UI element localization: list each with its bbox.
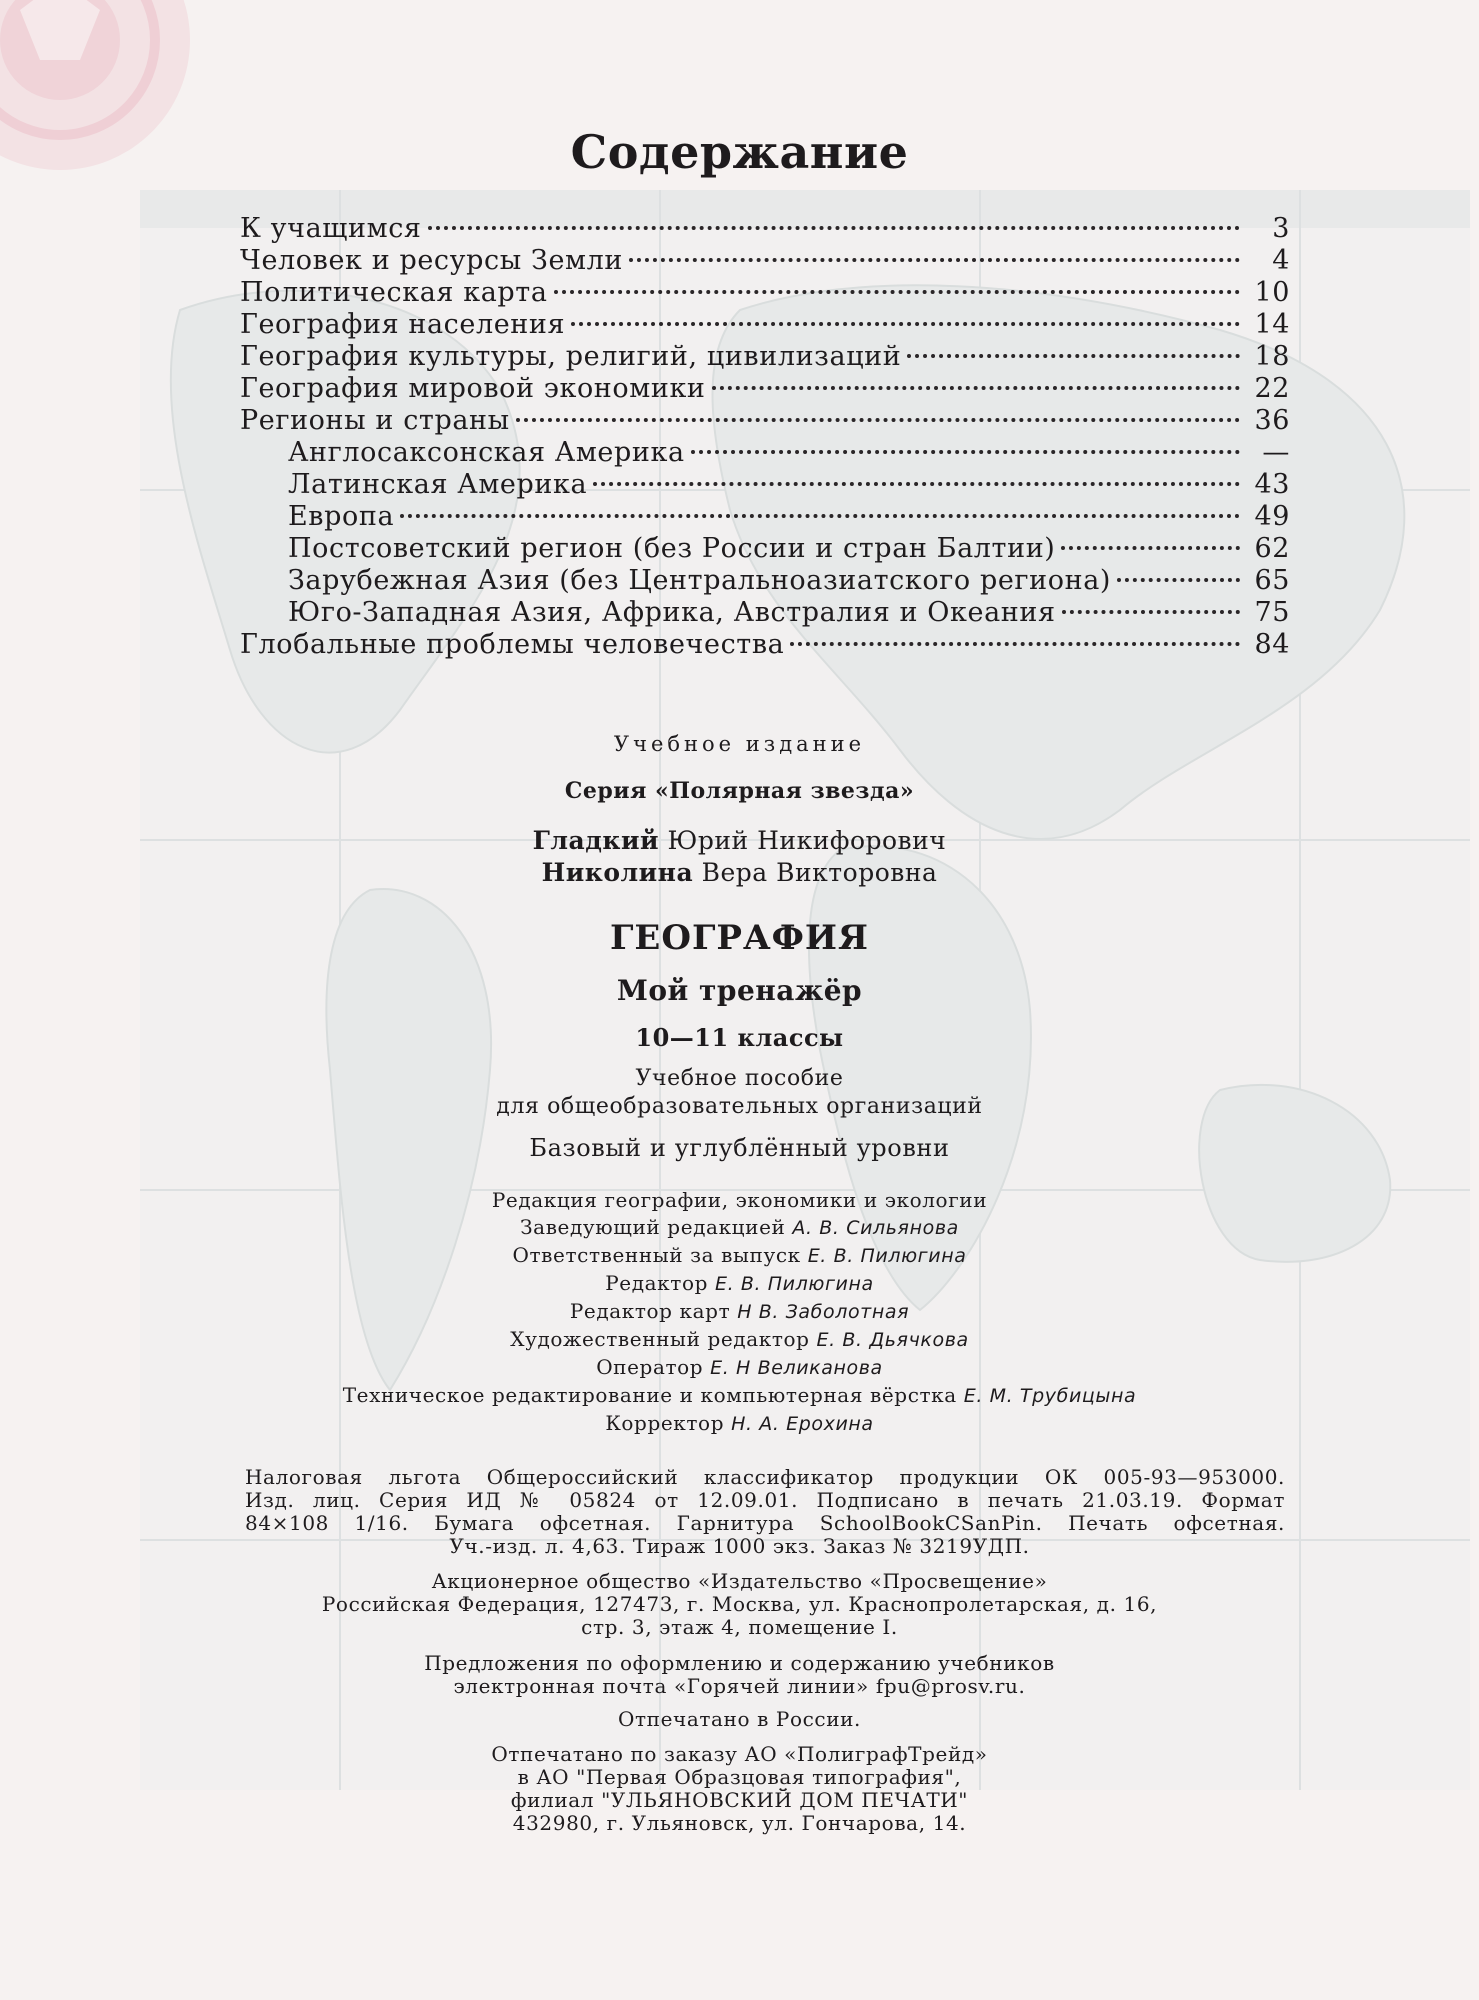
toc-entry[interactable]: [240, 629, 1290, 661]
toc-entry-page: —: [1262, 437, 1290, 468]
credit-role: Техническое редактирование и компьютерная вёрстка: [342, 1383, 957, 1407]
toc-entry-label: Глобальные проблемы человечества: [240, 629, 785, 660]
publisher-address: стр. 3, этаж 4, помещение I.: [581, 1615, 898, 1639]
toc-subentry[interactable]: [240, 469, 1290, 501]
publisher-address: Российская Федерация, 127473, г. Москва, ул. Краснопролетарская, д. 16,: [321, 1592, 1158, 1616]
table-of-contents: [240, 213, 1290, 661]
toc-leader-dots: [571, 322, 1240, 326]
credit-role: Оператор: [596, 1355, 704, 1379]
toc-leader-dots: [629, 258, 1240, 262]
toc-leader-dots: [712, 386, 1240, 390]
toc-entry-page: 18: [1254, 341, 1290, 372]
purpose-line: Учебное пособие: [635, 1066, 844, 1091]
credit-person: Н. А. Ерохина: [731, 1413, 874, 1435]
credit-line: [0, 1410, 1479, 1438]
toc-entry-page: 65: [1254, 565, 1290, 596]
toc-leader-dots: [691, 450, 1240, 454]
credit-line: [0, 1354, 1479, 1382]
toc-entry-label: К учащимся: [240, 213, 422, 244]
toc-entry[interactable]: [240, 341, 1290, 373]
proposals-line: Предложения по оформлению и содержанию учебников: [424, 1651, 1055, 1675]
purpose-line: для общеобразовательных организаций: [496, 1094, 983, 1119]
toc-entry-label: География культуры, религий, цивилизаций: [240, 341, 902, 372]
credit-line: [0, 1382, 1479, 1410]
toc-entry[interactable]: [240, 405, 1290, 437]
credit-person: Е. В. Дьячкова: [816, 1329, 969, 1351]
toc-entry-label: Регионы и страны: [240, 405, 510, 436]
toc-entry[interactable]: [240, 277, 1290, 309]
toc-subentry[interactable]: [240, 501, 1290, 533]
author-line: [0, 858, 1479, 887]
toc-entry-page: 22: [1254, 373, 1290, 404]
contents-title: Содержание: [570, 125, 909, 179]
credit-person: А. В. Сильянова: [792, 1217, 959, 1239]
toc-leader-dots: [1062, 610, 1240, 614]
edition-type: Учебное издание: [613, 732, 866, 756]
toc-leader-dots: [516, 418, 1240, 422]
credit-role: Ответственный за выпуск: [512, 1243, 801, 1267]
credits-block: [0, 1187, 1479, 1438]
credit-role: Редактор карт: [569, 1299, 731, 1323]
toc-entry-label: Политическая карта: [240, 277, 548, 308]
toc-entry-label: Латинская Америка: [288, 469, 588, 500]
toc-entry-label: Зарубежная Азия (без Центральноазиатского региона): [288, 565, 1112, 596]
toc-entry-page: 14: [1254, 309, 1290, 340]
author-name: Юрий Никифорович: [667, 826, 947, 855]
credit-role: Редактор: [605, 1271, 708, 1295]
toc-entry[interactable]: [240, 213, 1290, 245]
toc-entry-label: Человек и ресурсы Земли: [240, 245, 623, 276]
toc-leader-dots: [1061, 546, 1240, 550]
credit-line: [0, 1214, 1479, 1242]
printer-line: филиал "УЛЬЯНОВСКИЙ ДОМ ПЕЧАТИ": [510, 1788, 969, 1812]
printer-line: Отпечатано по заказу АО «ПолиграфТрейд»: [491, 1742, 988, 1766]
book-subtitle: Мой тренажёр: [616, 974, 863, 1007]
toc-entry-page: 3: [1272, 213, 1290, 244]
toc-leader-dots: [400, 514, 1240, 518]
toc-leader-dots: [554, 290, 1240, 294]
publisher-name: Акционерное общество «Издательство «Просвещение»: [431, 1569, 1048, 1593]
format-line: 84×108 1/16. Бумага офсетная. Гарнитура SchoolBookCSanPin. Печать офсетная.: [245, 1511, 1285, 1535]
toc-entry-label: Европа: [288, 501, 395, 532]
toc-subentry[interactable]: [240, 597, 1290, 629]
toc-entry-page: 4: [1272, 245, 1290, 276]
author-name: Вера Викторовна: [701, 858, 938, 887]
toc-entry[interactable]: [240, 373, 1290, 405]
toc-entry-page: 10: [1254, 277, 1290, 308]
toc-entry-page: 62: [1254, 533, 1290, 564]
toc-leader-dots: [790, 642, 1240, 646]
credit-person: Е. В. Пилюгина: [807, 1245, 967, 1267]
toc-entry-page: 36: [1254, 405, 1290, 436]
toc-entry-page: 84: [1254, 629, 1290, 660]
toc-entry-label: Юго-Западная Азия, Африка, Австралия и Океания: [288, 597, 1056, 628]
toc-entry-label: Постсоветский регион (без России и стран Балтии): [288, 533, 1056, 564]
printer-line: в АО "Первая Образцовая типография",: [517, 1765, 962, 1789]
book-title: ГЕОГРАФИЯ: [609, 918, 870, 958]
toc-entry-page: 49: [1254, 501, 1290, 532]
credit-line: [0, 1270, 1479, 1298]
toc-subentry[interactable]: [240, 533, 1290, 565]
credit-line: [0, 1298, 1479, 1326]
credit-role: Заведующий редакцией: [520, 1215, 786, 1239]
credit-line: [0, 1187, 1479, 1214]
grades: 10—11 классы: [635, 1023, 844, 1052]
credit-role: Редакция географии, экономики и экологии: [491, 1188, 988, 1212]
toc-subentry[interactable]: [240, 565, 1290, 597]
credit-role: Художественный редактор: [510, 1327, 810, 1351]
series-name: Серия «Полярная звезда»: [564, 778, 915, 804]
toc-entry-page: 43: [1254, 469, 1290, 500]
toc-entry-label: Англосаксонская Америка: [288, 437, 685, 468]
toc-entry[interactable]: [240, 245, 1290, 277]
toc-leader-dots: [1117, 578, 1240, 582]
tax-line: Налоговая льгота Общероссийский классификатор продукции ОК 005-93—953000.: [245, 1465, 1285, 1489]
toc-entry-label: География населения: [240, 309, 566, 340]
credit-person: Е. В. Пилюгина: [714, 1273, 874, 1295]
toc-leader-dots: [907, 354, 1240, 358]
credit-line: [0, 1242, 1479, 1270]
toc-entry-page: 75: [1254, 597, 1290, 628]
author-surname: Николина: [541, 858, 694, 887]
toc-leader-dots: [428, 226, 1240, 230]
credit-person: Н В. Заболотная: [737, 1301, 910, 1323]
author-line: [0, 826, 1479, 855]
toc-subentry[interactable]: [240, 437, 1290, 469]
credit-line: [0, 1326, 1479, 1354]
levels: Базовый и углублённый уровни: [529, 1134, 950, 1162]
toc-entry[interactable]: [240, 309, 1290, 341]
author-surname: Гладкий: [532, 826, 660, 855]
print-run-line: Уч.-изд. л. 4,63. Тираж 1000 экз. Заказ № 3219УДП.: [449, 1534, 1030, 1558]
toc-leader-dots: [593, 482, 1240, 486]
printed-in-line: Отпечатано в России.: [617, 1707, 862, 1731]
proposals-email-line: электронная почта «Горячей линии» fpu@prosv.ru.: [453, 1674, 1026, 1698]
toc-entry-label: География мировой экономики: [240, 373, 706, 404]
credit-person: Е. М. Трубицына: [963, 1385, 1137, 1407]
printer-line: 432980, г. Ульяновск, ул. Гончарова, 14.: [512, 1811, 967, 1835]
credit-person: Е. Н Великанова: [710, 1357, 883, 1379]
credit-role: Корректор: [605, 1411, 725, 1435]
license-line: Изд. лиц. Серия ИД № 05824 от 12.09.01. Подписано в печать 21.03.19. Формат: [245, 1488, 1285, 1512]
